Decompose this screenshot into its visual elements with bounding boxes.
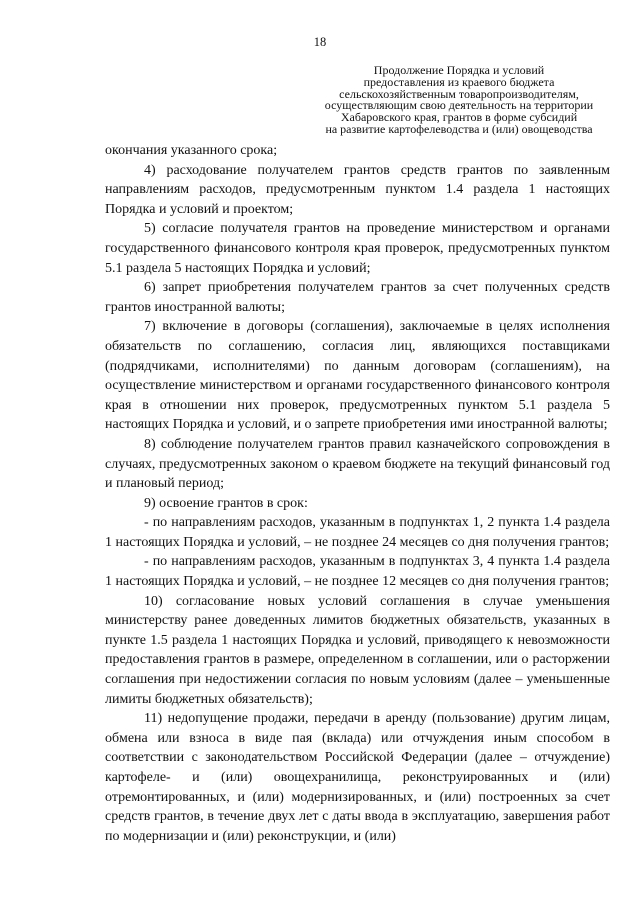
paragraph-item-11: 11) недопущение продажи, передачи в аренду (пользование) другим лицам, обмена или взноса в виде пая (вклада) или отчуждения иным способом в соответствии с законодательством Российской Федерации (далее – отчуждение) картофеле- и (или) овощехранилища, реконструированных и (или) отремонтированных, и (или) модернизированных, и (или) построенных за счет средств грантов, в течение двух лет с даты ввода в эксплуатацию, завершения работ по модернизации и (или) реконструкции, и (или)	[105, 711, 610, 844]
page-number: 18	[313, 35, 327, 49]
paragraph-continuation: окончания указанного срока;	[105, 143, 278, 158]
paragraph-item-8: 8) соблюдение получателем грантов правил казначейского сопровождения в случаях, предусмотренных законом о краевом бюджете на текущий финансовый год и плановый период;	[105, 436, 610, 492]
paragraph-item-10: 10) согласование новых условий соглашения в случае уменьшения министерству ранее доведенных лимитов бюджетных обязательств, указанных в пункте 1.5 раздела 1 настоящих Порядка и условий, приводящего к невозможности предоставления грантов в размере, определенном в соглашении, или о расторжении соглашения при недостижении согласия по новым условиям (далее – уменьшенные лимиты бюджетных обязательств);	[105, 593, 610, 707]
running-header-line: на развитие картофелеводства и (или) овощеводства	[325, 121, 593, 136]
running-header-line: предоставления из краевого бюджета	[363, 74, 555, 89]
paragraph-item-6: 6) запрет приобретения получателем грантов за счет полученных средств грантов иностранной валюты;	[105, 280, 610, 315]
running-header-line: осуществляющим свою деятельность на территории	[324, 98, 594, 113]
paragraph-item-4: 4) расходование получателем грантов средств грантов по заявленным направлениям расходов, предусмотренным пунктом 1.4 раздела 1 настоящих Порядка и условий и проектом;	[105, 162, 610, 217]
running-header	[300, 65, 618, 136]
body-text	[105, 141, 610, 846]
paragraph-item-5: 5) согласие получателя грантов на проведение министерством и органами государственного финансового контроля края проверок, предусмотренных пунктом 5.1 раздела 5 настоящих Порядка и условий;	[105, 221, 610, 276]
paragraph-item-9-sub-2: - по направлениям расходов, указанным в подпунктах 3, 4 пункта 1.4 раздела 1 настоящих Порядка и условий, – не позднее 12 месяцев со дня получения грантов;	[105, 554, 610, 590]
paragraph-item-9: 9) освоение грантов в срок:	[144, 495, 308, 511]
running-header-line: сельскохозяйственным товаропроизводителям,	[339, 86, 579, 101]
running-header-line: Хабаровского края, грантов в форме субсидий	[340, 110, 578, 125]
running-header-line: Продолжение Порядка и условий	[373, 63, 545, 77]
paragraph-item-9-sub-1: - по направлениям расходов, указанным в подпунктах 1, 2 пункта 1.4 раздела 1 настоящих Порядка и условий, – не позднее 24 месяцев со дня получения грантов;	[105, 515, 610, 550]
paragraph-item-7: 7) включение в договоры (соглашения), заключаемые в целях исполнения обязательств по соглашению, согласия лиц, являющихся поставщиками (подрядчиками, исполнителями) по данным договорам (соглашениям), на осуществление министерством и органами государственного финансового контроля края в отношении них проверок, предусмотренных пунктом 5.1 раздела 5 настоящих Порядка и условий, и о запрете приобретения ими иностранной валюты;	[105, 319, 610, 433]
